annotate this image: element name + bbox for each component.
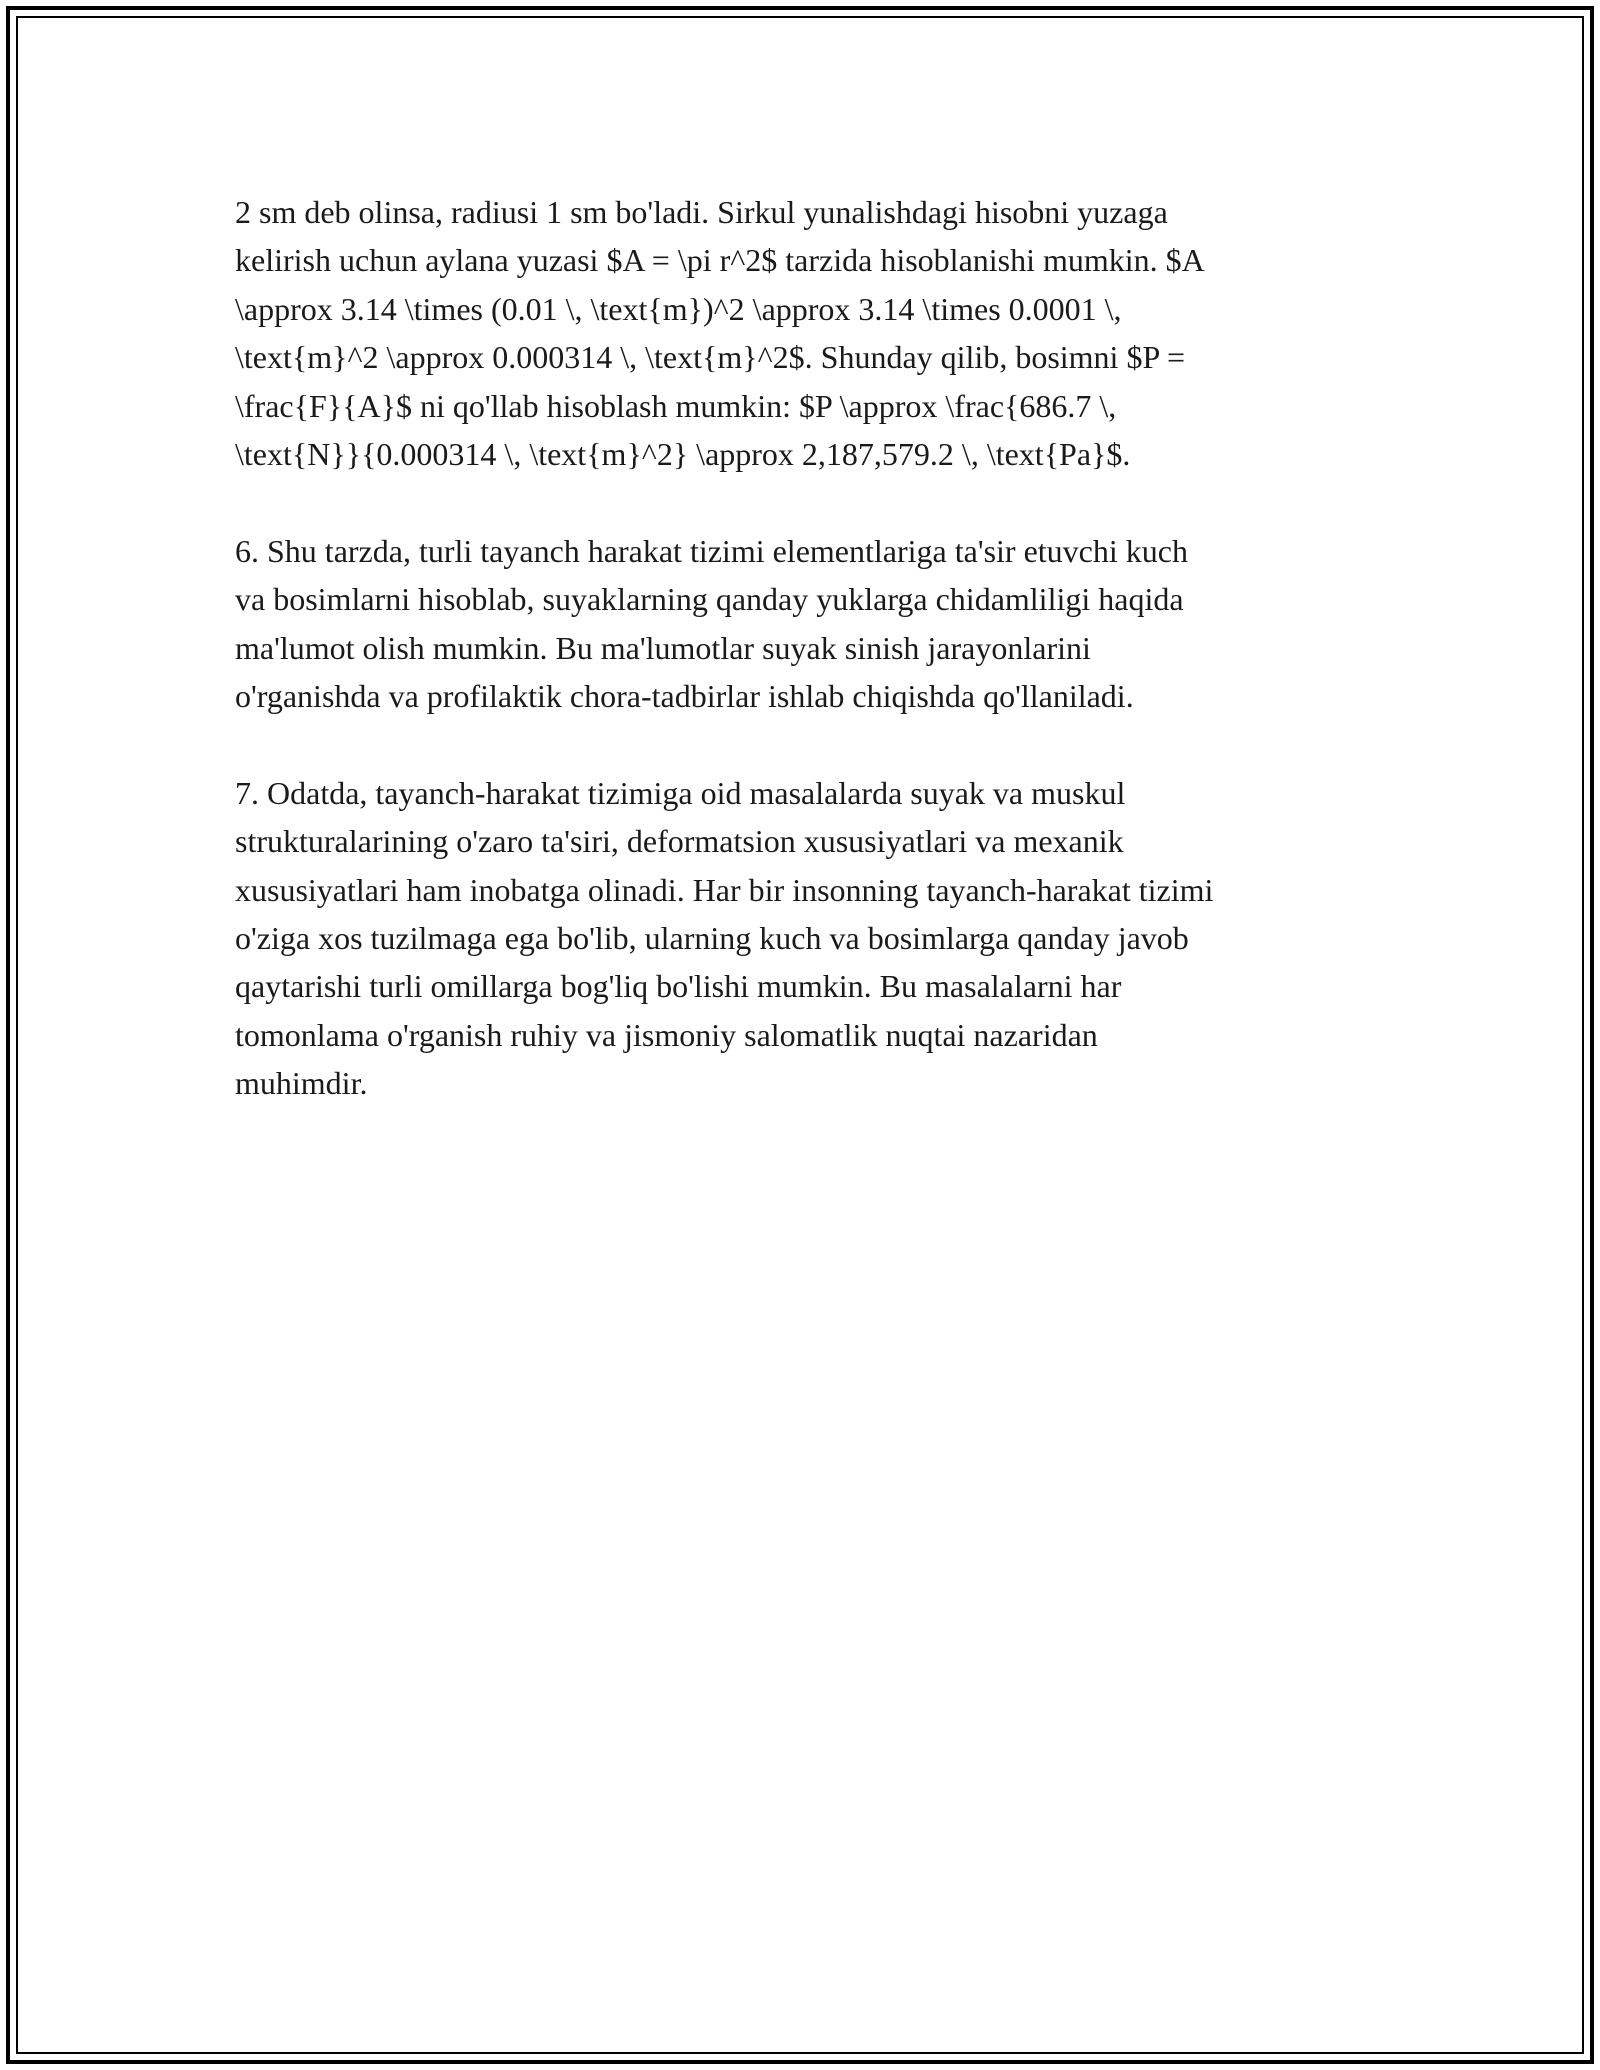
text-line: qaytarishi turli omillarga bog'liq bo'lishi mumkin. Bu masalalarni har — [235, 968, 1122, 1005]
paragraph-area-pressure — [235, 188, 1365, 478]
text-line: 7. Odatda, tayanch-harakat tizimiga oid masalalarda suyak va muskul — [235, 774, 1126, 811]
text-line: ma'lumot olish mumkin. Bu ma'lumotlar suyak sinish jarayonlarini — [235, 629, 1091, 666]
text-line: o'rganishda va profilaktik chora-tadbirlar ishlab chiqishda qo'llaniladi. — [235, 678, 1134, 715]
text-line: 2 sm deb olinsa, radiusi 1 sm bo'ladi. Sirkul yunalishdagi hisobni yuzaga — [235, 194, 1168, 230]
text-line: tomonlama o'rganish ruhiy va jismoniy salomatlik nuqtai nazaridan — [235, 1016, 1098, 1053]
document-body — [235, 188, 1365, 1108]
text-line: \frac{F}{A}$ ni qo'llab hisoblash mumkin: $P \approx \frac{686.7 \, — [235, 387, 1117, 424]
paragraph-item-7 — [235, 769, 1365, 1108]
text-line: 6. Shu tarzda, turli tayanch harakat tizimi elementlariga ta'sir etuvchi kuch — [235, 532, 1188, 569]
text-line: \approx 3.14 \times (0.01 \, \text{m})^2 \approx 3.14 \times 0.0001 \, — [235, 290, 1122, 327]
text-line: strukturalarining o'zaro ta'siri, deformatsion xususiyatlari va mexanik — [235, 823, 1124, 860]
text-line: xususiyatlari ham inobatga olinadi. Har bir insonning tayanch-harakat tizimi — [235, 871, 1214, 908]
text-line: muhimdir. — [235, 1065, 368, 1102]
text-line: \text{m}^2 \approx 0.000314 \, \text{m}^2$. Shunday qilib, bosimni $P = — [235, 339, 1186, 376]
paragraph-item-6 — [235, 527, 1365, 721]
text-line: o'ziga xos tuzilmaga ega bo'lib, ularning kuch va bosimlarga qanday javob — [235, 920, 1189, 957]
text-line: kelirish uchun aylana yuzasi $A = \pi r^2$ tarzida hisoblanishi mumkin. $A — [235, 242, 1205, 279]
text-line: \text{N}}{0.000314 \, \text{m}^2} \approx 2,187,579.2 \, \text{Pa}$. — [235, 436, 1131, 473]
text-line: va bosimlarni hisoblab, suyaklarning qanday yuklarga chidamliligi haqida — [235, 581, 1184, 618]
